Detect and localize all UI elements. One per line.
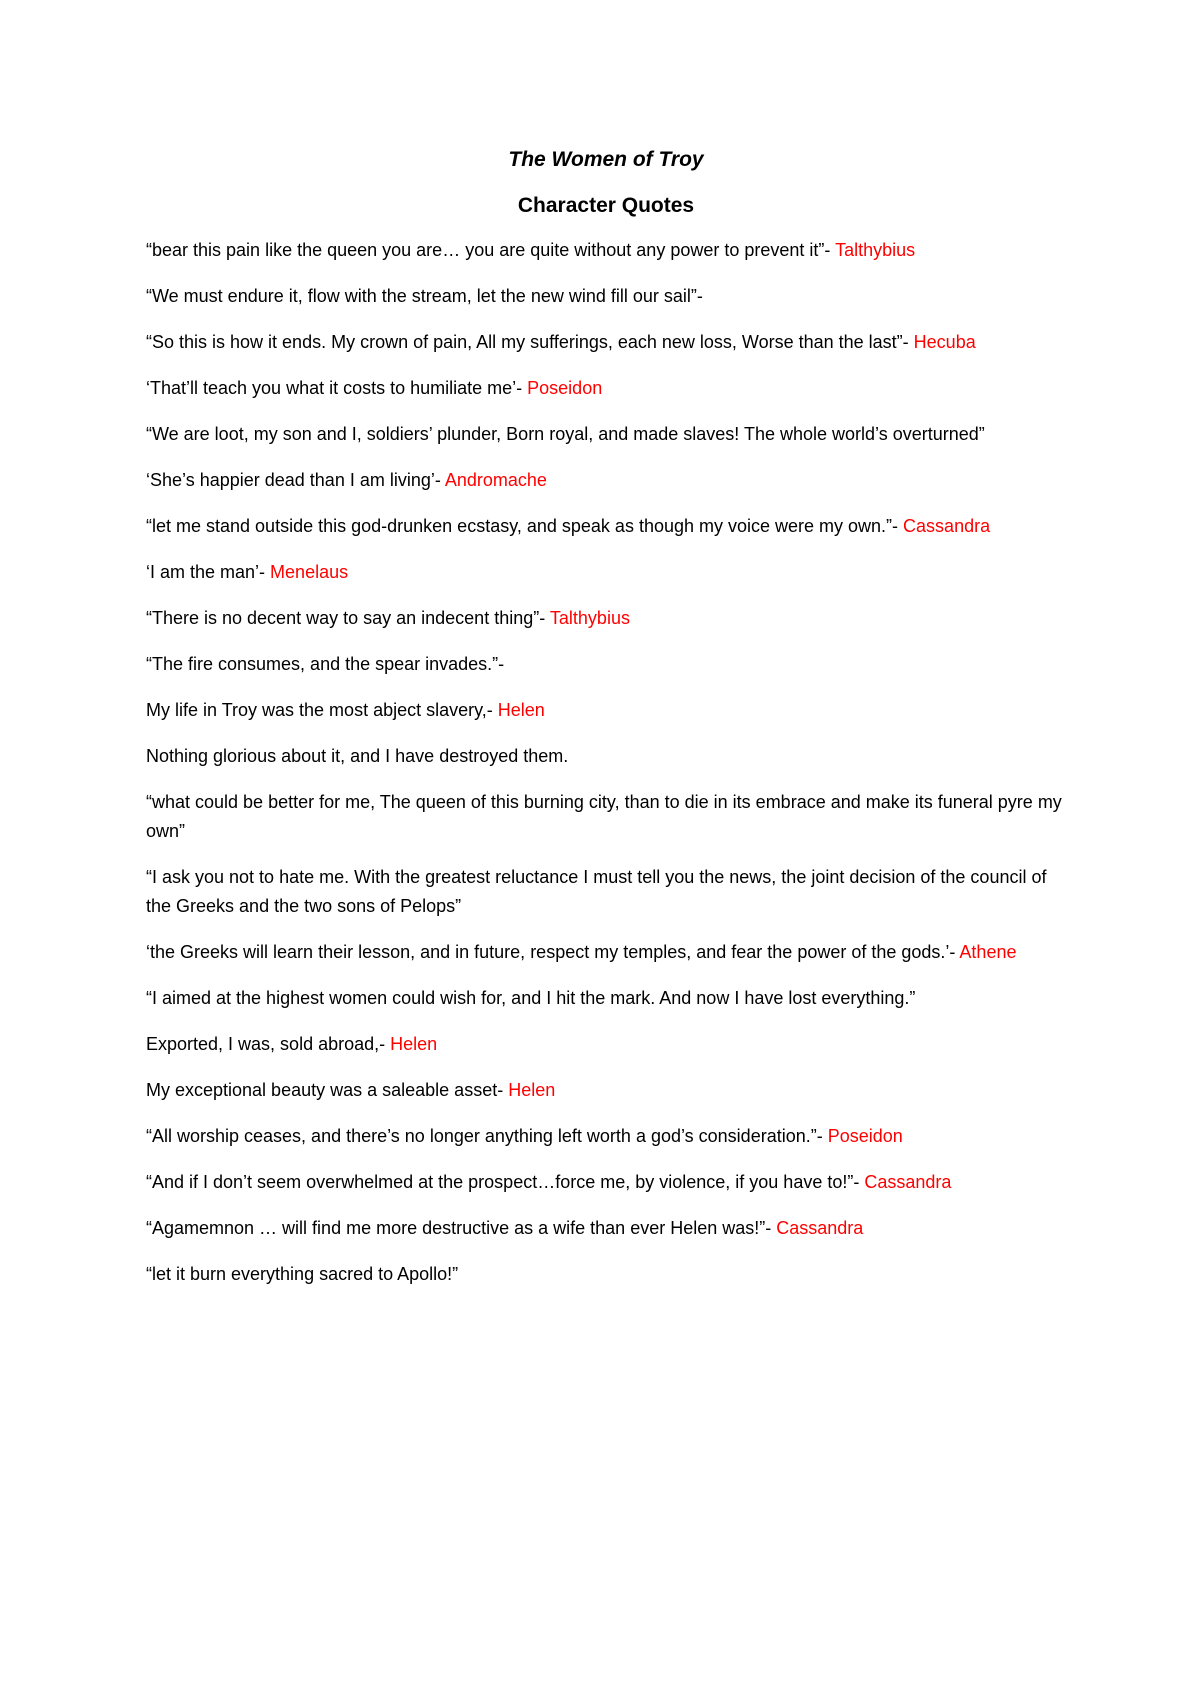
quote-text: “let me stand outside this god-drunken ecstasy, and speak as though my voice were my own.”-: [146, 516, 904, 536]
quote-item: [146, 696, 1066, 725]
quote-speaker: Athene: [959, 942, 1017, 962]
quote-item: [146, 512, 1066, 541]
quote-text: My exceptional beauty was a saleable asset-: [146, 1080, 509, 1100]
quote-text: “let it burn everything sacred to Apollo!”: [146, 1264, 459, 1284]
quote-speaker: Talthybius: [835, 240, 916, 260]
quote-text: ‘the Greeks will learn their lesson, and in future, respect my temples, and fear the power of the gods.’-: [146, 942, 960, 962]
quote-speaker: Cassandra: [864, 1172, 952, 1192]
quote-item: [146, 1030, 1066, 1059]
quote-speaker: Menelaus: [270, 562, 349, 582]
quote-speaker: Hecuba: [913, 332, 976, 352]
quote-text: ‘She’s happier dead than I am living’-: [146, 470, 445, 490]
quote-item: [146, 650, 1066, 679]
quote-text: ‘I am the man’-: [146, 562, 271, 582]
quote-speaker: Talthybius: [549, 608, 630, 628]
quote-text: “what could be better for me, The queen of this burning city, than to die in its embrace and make its funeral pyre my own”: [146, 792, 1062, 841]
quote-text: “bear this pain like the queen you are… you are quite without any power to prevent it”-: [146, 240, 836, 260]
quote-text: ‘That’ll teach you what it costs to humiliate me’-: [146, 378, 528, 398]
quote-item: [146, 1168, 1066, 1197]
quote-text: Exported, I was, sold abroad,-: [146, 1034, 391, 1054]
quote-item: [146, 236, 1066, 265]
quote-text: “So this is how it ends. My crown of pain, All my sufferings, each new loss, Worse than the last”-: [146, 332, 914, 352]
quote-item: [146, 604, 1066, 633]
quote-item: [146, 1260, 1066, 1289]
quote-speaker: Poseidon: [827, 1126, 903, 1146]
quote-speaker: Cassandra: [903, 516, 991, 536]
document-subtitle: Character Quotes: [517, 194, 695, 217]
quote-text: “We must endure it, flow with the stream, let the new wind fill our sail”-: [146, 286, 703, 306]
quote-item: [146, 374, 1066, 403]
quote-item: [146, 742, 1066, 771]
quote-speaker: Andromache: [444, 470, 547, 490]
quote-item: [146, 420, 1066, 449]
quote-item: [146, 1214, 1066, 1243]
quote-item: [146, 328, 1066, 357]
quote-text: “I aimed at the highest women could wish for, and I hit the mark. And now I have lost everything.”: [146, 988, 916, 1008]
quote-item: [146, 1122, 1066, 1151]
quote-speaker: Helen: [497, 700, 545, 720]
quote-text: Nothing glorious about it, and I have destroyed them.: [146, 746, 569, 766]
document-title: The Women of Troy: [508, 148, 704, 171]
quote-item: [146, 558, 1066, 587]
quote-speaker: Cassandra: [776, 1218, 864, 1238]
quote-text: “I ask you not to hate me. With the greatest reluctance I must tell you the news, the joint decision of the council of the Greeks and the two sons of Pelops”: [146, 867, 1047, 916]
quote-item: [146, 863, 1066, 921]
quote-speaker: Helen: [508, 1080, 556, 1100]
quote-text: My life in Troy was the most abject slavery,-: [146, 700, 498, 720]
quote-speaker: Helen: [390, 1034, 438, 1054]
quote-item: [146, 788, 1066, 846]
quote-item: [146, 282, 1066, 311]
quote-item: [146, 466, 1066, 495]
quote-speaker: Poseidon: [527, 378, 603, 398]
quote-text: “The fire consumes, and the spear invades.”-: [146, 654, 505, 674]
quote-text: “All worship ceases, and there’s no longer anything left worth a god’s consideration.”-: [146, 1126, 828, 1146]
quote-item: [146, 938, 1066, 967]
quote-text: “We are loot, my son and I, soldiers’ plunder, Born royal, and made slaves! The whole world’s overturned”: [146, 424, 985, 444]
document-page: [146, 146, 1066, 1306]
quote-text: “Agamemnon … will find me more destructive as a wife than ever Helen was!”-: [146, 1218, 777, 1238]
quote-item: [146, 984, 1066, 1013]
quote-text: “There is no decent way to say an indecent thing”-: [146, 608, 550, 628]
quote-text: “And if I don’t seem overwhelmed at the prospect…force me, by violence, if you have to!”-: [146, 1172, 865, 1192]
quote-item: [146, 1076, 1066, 1105]
